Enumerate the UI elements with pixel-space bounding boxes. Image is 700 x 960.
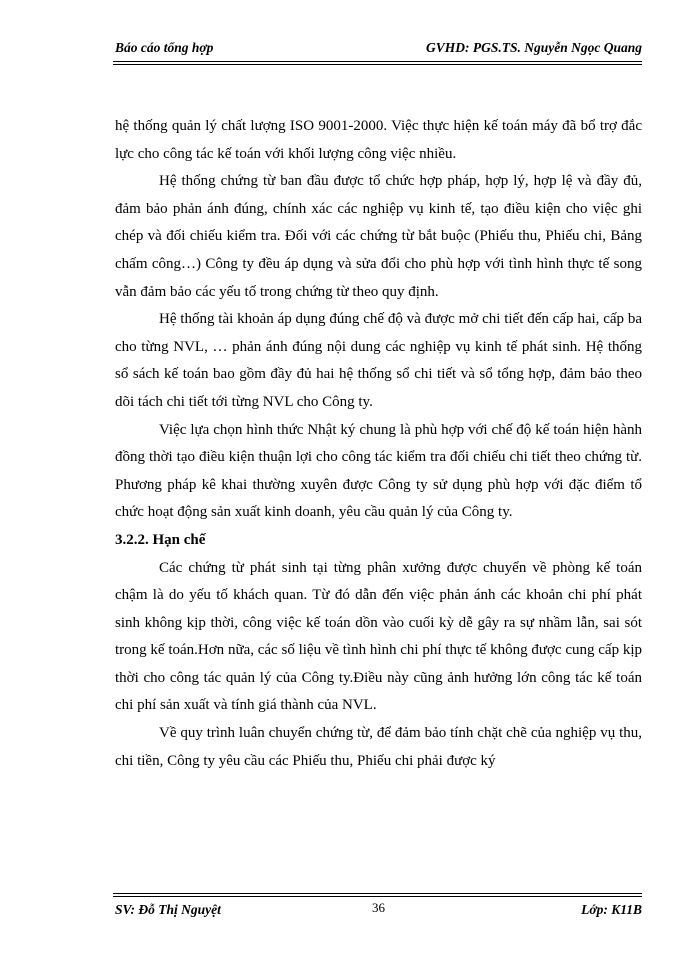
page-header [115,40,642,62]
footer-rule-thick [113,896,642,897]
section-heading: 3.2.2. Hạn chế [115,531,206,548]
paragraph-1: hệ thống quản lý chất lượng ISO 9001-2000. Việc thực hiện kế toán máy đã bổ trợ đắc lực cho công tác kế toán với khối lượng công việc nhiều. [115,118,642,162]
paragraph-4: Việc lựa chọn hình thức Nhật ký chung là phù hợp với chế độ kế toán hiện hành đồng thời tạo điều kiện thuận lợi cho công tác kiểm tra đối chiếu chi tiết theo chứng từ. Phương pháp kê khai thường xuyên được Công ty sử dụng phù hợp với đặc điểm tổ chức hoạt động sản xuất kinh doanh, yêu cầu quản lý của Công ty. [115,421,642,521]
header-rule-thin [113,64,642,65]
page-footer [115,900,642,922]
paragraph-6: Về quy trình luân chuyển chứng từ, để đảm bảo tính chặt chẽ của nghiệp vụ thu, chi tiền, Công ty yêu cầu các Phiếu thu, Phiếu chi phải được ký [115,725,642,769]
header-report-title: Báo cáo tổng hợp [115,40,214,55]
header-rule-thick [113,61,642,62]
footer-rule-thin [113,893,642,894]
header-supervisor: GVHD: PGS.TS. Nguyễn Ngọc Quang [425,40,642,55]
paragraph-5: Các chứng từ phát sinh tại từng phân xưởng được chuyển về phòng kế toán chậm là do yếu tố khách quan. Từ đó dẫn đến việc phản ánh các khoản chi phí phát sinh không kịp thời, công việc kế toán dồn vào cuối kỳ dễ gây ra sự nhầm lẫn, sai sót trong kế toán.Hơn nữa, các số liệu về tình hình chi phí thực tế không được cung cấp kịp thời cho công tác quản lý của Công ty.Điều này cũng ảnh hưởng lớn công tác kế toán chi phí sản xuất và tính giá thành của NVL. [115,559,642,714]
footer-student: SV: Đỗ Thị Nguyệt [115,902,221,917]
footer-class: Lớp: K11B [581,902,642,917]
page-number: 36 [372,900,385,915]
paragraph-3: Hệ thống tài khoản áp dụng đúng chế độ và được mở chi tiết đến cấp hai, cấp ba cho từng NVL, … phản ánh đúng nội dung các nghiệp vụ kinh tế phát sinh. Hệ thống sổ sách kế toán bao gồm đầy đủ hai hệ thống sổ chi tiết và sổ tổng hợp, đảm bảo theo dõi tách chi tiết tới từng NVL cho Công ty. [115,311,642,410]
paragraph-2: Hệ thống chứng từ ban đầu được tổ chức hợp pháp, hợp lý, hợp lệ và đầy đủ, đảm bảo phản ánh đúng, chính xác các nghiệp vụ kinh tế, tạo điều kiện cho việc ghi chép và đối chiếu kiểm tra. Đối với các chứng từ bắt buộc (Phiếu thu, Phiếu chi, Bảng chấm công…) Công ty đều áp dụng và sửa đổi cho phù hợp với tình hình thực tế song vẫn đảm bảo các yếu tố trong chứng từ theo quy định. [115,173,642,300]
body-text [115,113,642,775]
